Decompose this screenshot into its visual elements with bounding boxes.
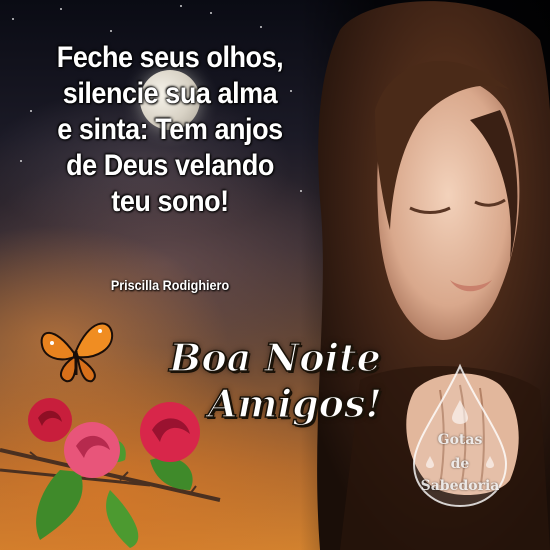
- butterfly-icon: [34, 315, 116, 385]
- roses-image: [0, 390, 260, 550]
- watermark-logo: [400, 360, 520, 510]
- quote-line: teu sono!: [111, 185, 229, 218]
- quote-line: e sinta: Tem anjos: [57, 113, 283, 146]
- greeting-line-1: Boa Noite: [169, 335, 381, 380]
- quote-line: de Deus velando: [66, 149, 274, 182]
- quote-author: Priscilla Rodighiero: [110, 277, 230, 293]
- watermark-line-2: de: [450, 456, 470, 472]
- quote-line: Feche seus olhos,: [56, 41, 284, 74]
- watermark-line-1: Gotas: [437, 432, 483, 448]
- watermark-line-3: Sabedoria: [420, 478, 500, 494]
- quote-line: silencie sua alma: [62, 77, 278, 110]
- greeting-line-2: Amigos!: [207, 381, 383, 426]
- quote-text: [26, 40, 314, 220]
